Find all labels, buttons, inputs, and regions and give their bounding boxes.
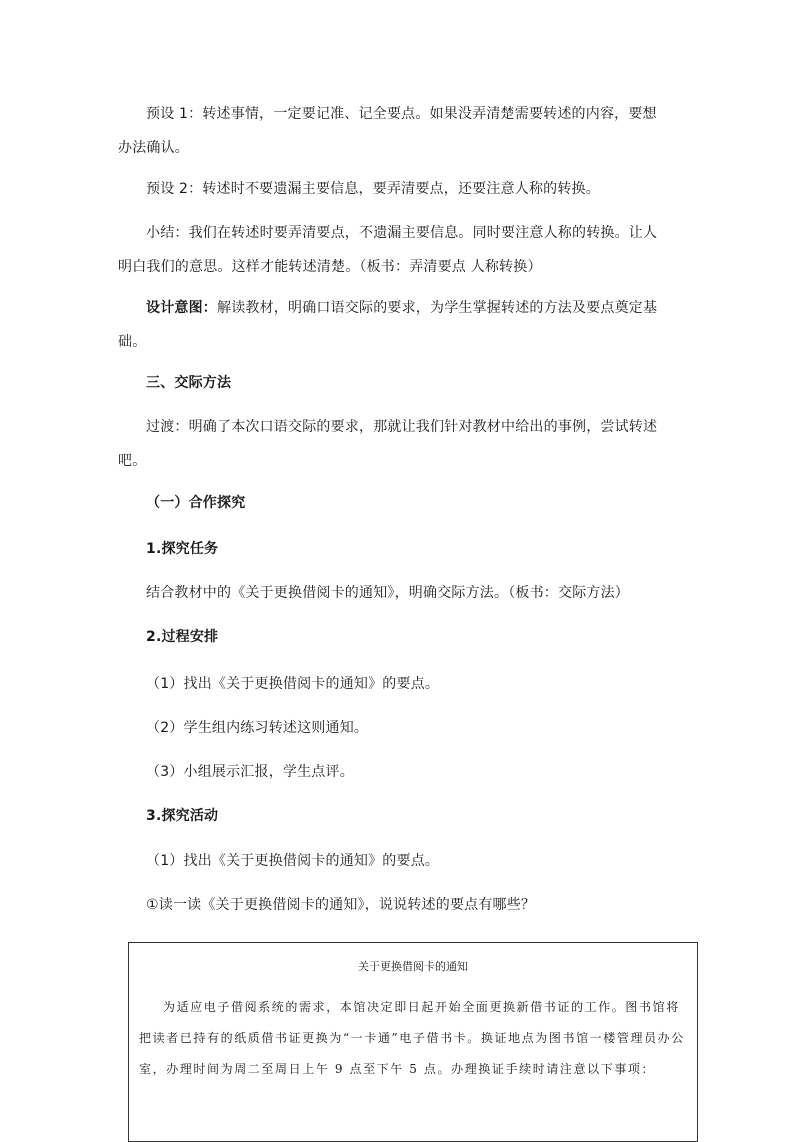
process-step-2: （2）学生组内练习转述这则通知。 xyxy=(146,720,369,736)
design-intent-paragraph xyxy=(118,291,668,359)
subheading-process-arrangement: 2.过程安排 xyxy=(146,629,219,645)
summary-paragraph: 小结：我们在转述时要弄清要点，不遗漏主要信息。同时要注意人称的转换。让人明白我们的意思。这样才能转述清楚。（板书：弄清要点 人称转换） xyxy=(118,225,658,275)
subheading-cooperative-inquiry: （一）合作探究 xyxy=(146,495,246,511)
notice-body: 为适应电子借阅系统的需求，本馆决定即日起开始全面更换新借书证的工作。图书馆将把读者已持有的纸质借书证更换为“一卡通”电子借书卡。换证地点为图书馆一楼管理员办公室，办理时间为周二至周日上午 9 点至下午 5 点。办理换证手续时请注意以下事项： xyxy=(139,1000,685,1076)
transition-paragraph: 过渡：明确了本次口语交际的要求，那就让我们针对教材中给出的事例，尝试转述吧。 xyxy=(118,419,658,469)
design-intent-text: 解读教材，明确口语交际的要求，为学生掌握转述的方法及要点奠定基础。 xyxy=(118,300,658,350)
activity-question: ①读一读《关于更换借阅卡的通知》，说说转述的要点有哪些？ xyxy=(146,897,536,913)
section-heading-communication-methods: 三、交际方法 xyxy=(146,375,232,391)
process-step-1: （1）找出《关于更换借阅卡的通知》的要点。 xyxy=(146,676,440,692)
notice-title: 关于更换借阅卡的通知 xyxy=(358,960,468,973)
subheading-inquiry-activity: 3.探究活动 xyxy=(146,808,219,824)
process-step-3: （3）小组展示汇报，学生点评。 xyxy=(146,764,354,780)
preset-2-paragraph: 预设 2：转述时不要遗漏主要信息，要弄清要点，还要注意人称的转换。 xyxy=(146,181,600,197)
activity-step-1: （1）找出《关于更换借阅卡的通知》的要点。 xyxy=(146,853,440,869)
notice-box xyxy=(128,942,698,1142)
subheading-inquiry-task: 1.探究任务 xyxy=(146,541,219,557)
task-paragraph: 结合教材中的《关于更换借阅卡的通知》，明确交际方法。（板书：交际方法） xyxy=(146,585,629,601)
design-intent-label: 设计意图： xyxy=(146,300,217,316)
preset-1-paragraph: 预设 1：转述事情，一定要记准、记全要点。如果没弄清楚需要转述的内容，要想办法确认。 xyxy=(118,106,657,156)
